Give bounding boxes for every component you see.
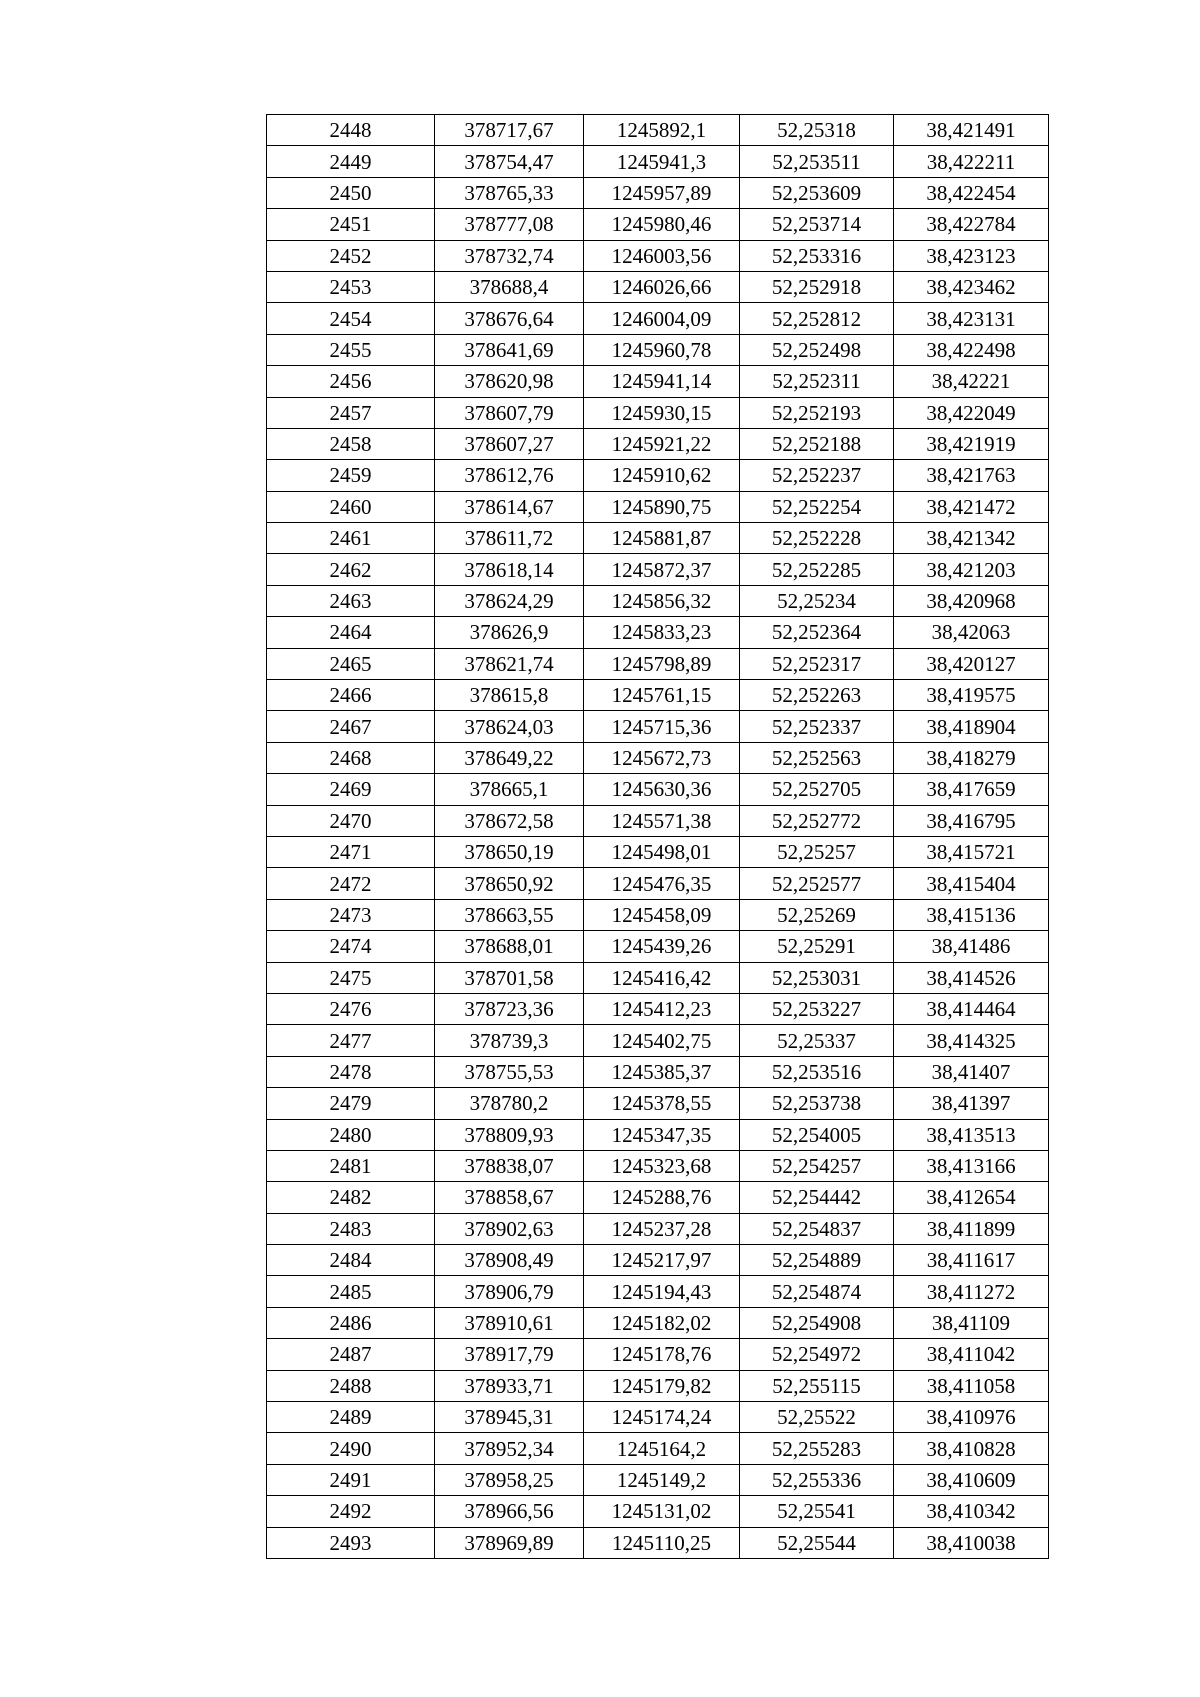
- point-number-cell: 2477: [267, 1025, 435, 1056]
- longitude-cell: 38,410609: [894, 1464, 1049, 1495]
- y-coordinate-cell: 1245439,26: [584, 931, 740, 962]
- x-coordinate-cell: 378952,34: [435, 1433, 584, 1464]
- longitude-cell: 38,411899: [894, 1213, 1049, 1244]
- point-number-cell: 2471: [267, 836, 435, 867]
- point-number-cell: 2454: [267, 303, 435, 334]
- x-coordinate-cell: 378717,67: [435, 115, 584, 146]
- x-coordinate-cell: 378688,4: [435, 271, 584, 302]
- point-number-cell: 2467: [267, 711, 435, 742]
- table-row: [267, 585, 1049, 616]
- x-coordinate-cell: 378641,69: [435, 334, 584, 365]
- latitude-cell: 52,253609: [740, 177, 894, 208]
- latitude-cell: 52,254874: [740, 1276, 894, 1307]
- y-coordinate-cell: 1245110,25: [584, 1527, 740, 1558]
- table-row: [267, 1119, 1049, 1150]
- table-row: [267, 334, 1049, 365]
- latitude-cell: 52,253316: [740, 240, 894, 271]
- y-coordinate-cell: 1245890,75: [584, 491, 740, 522]
- point-number-cell: 2448: [267, 115, 435, 146]
- point-number-cell: 2486: [267, 1307, 435, 1338]
- y-coordinate-cell: 1245798,89: [584, 648, 740, 679]
- x-coordinate-cell: 378611,72: [435, 523, 584, 554]
- latitude-cell: 52,252254: [740, 491, 894, 522]
- longitude-cell: 38,421491: [894, 115, 1049, 146]
- longitude-cell: 38,414526: [894, 962, 1049, 993]
- y-coordinate-cell: 1245179,82: [584, 1370, 740, 1401]
- longitude-cell: 38,415136: [894, 899, 1049, 930]
- x-coordinate-cell: 378620,98: [435, 366, 584, 397]
- table-row: [267, 460, 1049, 491]
- longitude-cell: 38,410342: [894, 1496, 1049, 1527]
- x-coordinate-cell: 378917,79: [435, 1339, 584, 1370]
- point-number-cell: 2458: [267, 428, 435, 459]
- point-number-cell: 2460: [267, 491, 435, 522]
- table-row: [267, 366, 1049, 397]
- y-coordinate-cell: 1245402,75: [584, 1025, 740, 1056]
- longitude-cell: 38,422211: [894, 146, 1049, 177]
- y-coordinate-cell: 1245892,1: [584, 115, 740, 146]
- y-coordinate-cell: 1245194,43: [584, 1276, 740, 1307]
- table-row: [267, 1307, 1049, 1338]
- table-row: [267, 1496, 1049, 1527]
- y-coordinate-cell: 1245182,02: [584, 1307, 740, 1338]
- point-number-cell: 2473: [267, 899, 435, 930]
- table-row: [267, 397, 1049, 428]
- table-row: [267, 805, 1049, 836]
- x-coordinate-cell: 378615,8: [435, 680, 584, 711]
- y-coordinate-cell: 1245164,2: [584, 1433, 740, 1464]
- longitude-cell: 38,413166: [894, 1150, 1049, 1181]
- y-coordinate-cell: 1246004,09: [584, 303, 740, 334]
- table-row: [267, 240, 1049, 271]
- x-coordinate-cell: 378649,22: [435, 742, 584, 773]
- latitude-cell: 52,254442: [740, 1182, 894, 1213]
- latitude-cell: 52,252285: [740, 554, 894, 585]
- longitude-cell: 38,423131: [894, 303, 1049, 334]
- latitude-cell: 52,254837: [740, 1213, 894, 1244]
- point-number-cell: 2457: [267, 397, 435, 428]
- point-number-cell: 2455: [267, 334, 435, 365]
- table-row: [267, 303, 1049, 334]
- latitude-cell: 52,255336: [740, 1464, 894, 1495]
- y-coordinate-cell: 1246003,56: [584, 240, 740, 271]
- longitude-cell: 38,414464: [894, 993, 1049, 1024]
- longitude-cell: 38,414325: [894, 1025, 1049, 1056]
- latitude-cell: 52,255283: [740, 1433, 894, 1464]
- table-row: [267, 209, 1049, 240]
- x-coordinate-cell: 378958,25: [435, 1464, 584, 1495]
- point-number-cell: 2472: [267, 868, 435, 899]
- x-coordinate-cell: 378906,79: [435, 1276, 584, 1307]
- y-coordinate-cell: 1245476,35: [584, 868, 740, 899]
- x-coordinate-cell: 378650,92: [435, 868, 584, 899]
- table-row: [267, 836, 1049, 867]
- x-coordinate-cell: 378650,19: [435, 836, 584, 867]
- latitude-cell: 52,252705: [740, 774, 894, 805]
- y-coordinate-cell: 1245412,23: [584, 993, 740, 1024]
- longitude-cell: 38,415404: [894, 868, 1049, 899]
- point-number-cell: 2488: [267, 1370, 435, 1401]
- x-coordinate-cell: 378614,67: [435, 491, 584, 522]
- longitude-cell: 38,410828: [894, 1433, 1049, 1464]
- x-coordinate-cell: 378732,74: [435, 240, 584, 271]
- longitude-cell: 38,419575: [894, 680, 1049, 711]
- x-coordinate-cell: 378754,47: [435, 146, 584, 177]
- table-row: [267, 1464, 1049, 1495]
- x-coordinate-cell: 378755,53: [435, 1056, 584, 1087]
- point-number-cell: 2478: [267, 1056, 435, 1087]
- y-coordinate-cell: 1245630,36: [584, 774, 740, 805]
- point-number-cell: 2482: [267, 1182, 435, 1213]
- y-coordinate-cell: 1245941,14: [584, 366, 740, 397]
- table-row: [267, 774, 1049, 805]
- y-coordinate-cell: 1245571,38: [584, 805, 740, 836]
- table-row: [267, 1056, 1049, 1087]
- point-number-cell: 2474: [267, 931, 435, 962]
- y-coordinate-cell: 1245980,46: [584, 209, 740, 240]
- y-coordinate-cell: 1245217,97: [584, 1245, 740, 1276]
- point-number-cell: 2463: [267, 585, 435, 616]
- table-row: [267, 115, 1049, 146]
- y-coordinate-cell: 1245385,37: [584, 1056, 740, 1087]
- x-coordinate-cell: 378688,01: [435, 931, 584, 962]
- longitude-cell: 38,420968: [894, 585, 1049, 616]
- point-number-cell: 2461: [267, 523, 435, 554]
- longitude-cell: 38,416795: [894, 805, 1049, 836]
- x-coordinate-cell: 378910,61: [435, 1307, 584, 1338]
- latitude-cell: 52,25291: [740, 931, 894, 962]
- longitude-cell: 38,418904: [894, 711, 1049, 742]
- y-coordinate-cell: 1245881,87: [584, 523, 740, 554]
- x-coordinate-cell: 378966,56: [435, 1496, 584, 1527]
- longitude-cell: 38,41407: [894, 1056, 1049, 1087]
- longitude-cell: 38,411042: [894, 1339, 1049, 1370]
- longitude-cell: 38,417659: [894, 774, 1049, 805]
- x-coordinate-cell: 378626,9: [435, 617, 584, 648]
- longitude-cell: 38,421203: [894, 554, 1049, 585]
- table-row: [267, 271, 1049, 302]
- x-coordinate-cell: 378777,08: [435, 209, 584, 240]
- latitude-cell: 52,252337: [740, 711, 894, 742]
- longitude-cell: 38,410976: [894, 1402, 1049, 1433]
- point-number-cell: 2485: [267, 1276, 435, 1307]
- point-number-cell: 2484: [267, 1245, 435, 1276]
- latitude-cell: 52,253714: [740, 209, 894, 240]
- table-row: [267, 1402, 1049, 1433]
- point-number-cell: 2492: [267, 1496, 435, 1527]
- x-coordinate-cell: 378908,49: [435, 1245, 584, 1276]
- y-coordinate-cell: 1245498,01: [584, 836, 740, 867]
- latitude-cell: 52,253516: [740, 1056, 894, 1087]
- latitude-cell: 52,25522: [740, 1402, 894, 1433]
- longitude-cell: 38,411058: [894, 1370, 1049, 1401]
- x-coordinate-cell: 378858,67: [435, 1182, 584, 1213]
- x-coordinate-cell: 378969,89: [435, 1527, 584, 1558]
- y-coordinate-cell: 1245910,62: [584, 460, 740, 491]
- latitude-cell: 52,252263: [740, 680, 894, 711]
- latitude-cell: 52,252228: [740, 523, 894, 554]
- longitude-cell: 38,411272: [894, 1276, 1049, 1307]
- latitude-cell: 52,253738: [740, 1088, 894, 1119]
- latitude-cell: 52,25541: [740, 1496, 894, 1527]
- latitude-cell: 52,252577: [740, 868, 894, 899]
- point-number-cell: 2465: [267, 648, 435, 679]
- latitude-cell: 52,253511: [740, 146, 894, 177]
- latitude-cell: 52,25257: [740, 836, 894, 867]
- point-number-cell: 2470: [267, 805, 435, 836]
- x-coordinate-cell: 378945,31: [435, 1402, 584, 1433]
- table-row: [267, 491, 1049, 522]
- point-number-cell: 2490: [267, 1433, 435, 1464]
- latitude-cell: 52,254005: [740, 1119, 894, 1150]
- longitude-cell: 38,41397: [894, 1088, 1049, 1119]
- point-number-cell: 2493: [267, 1527, 435, 1558]
- point-number-cell: 2476: [267, 993, 435, 1024]
- latitude-cell: 52,252317: [740, 648, 894, 679]
- y-coordinate-cell: 1245174,24: [584, 1402, 740, 1433]
- point-number-cell: 2456: [267, 366, 435, 397]
- table-row: [267, 899, 1049, 930]
- x-coordinate-cell: 378665,1: [435, 774, 584, 805]
- point-number-cell: 2491: [267, 1464, 435, 1495]
- table-row: [267, 523, 1049, 554]
- table-row: [267, 868, 1049, 899]
- x-coordinate-cell: 378723,36: [435, 993, 584, 1024]
- y-coordinate-cell: 1245761,15: [584, 680, 740, 711]
- y-coordinate-cell: 1245458,09: [584, 899, 740, 930]
- y-coordinate-cell: 1245347,35: [584, 1119, 740, 1150]
- longitude-cell: 38,422454: [894, 177, 1049, 208]
- y-coordinate-cell: 1245131,02: [584, 1496, 740, 1527]
- longitude-cell: 38,422498: [894, 334, 1049, 365]
- latitude-cell: 52,252918: [740, 271, 894, 302]
- longitude-cell: 38,423123: [894, 240, 1049, 271]
- longitude-cell: 38,411617: [894, 1245, 1049, 1276]
- table-row: [267, 1245, 1049, 1276]
- point-number-cell: 2462: [267, 554, 435, 585]
- latitude-cell: 52,252772: [740, 805, 894, 836]
- x-coordinate-cell: 378933,71: [435, 1370, 584, 1401]
- y-coordinate-cell: 1245960,78: [584, 334, 740, 365]
- point-number-cell: 2489: [267, 1402, 435, 1433]
- point-number-cell: 2483: [267, 1213, 435, 1244]
- table-row: [267, 711, 1049, 742]
- x-coordinate-cell: 378780,2: [435, 1088, 584, 1119]
- x-coordinate-cell: 378672,58: [435, 805, 584, 836]
- y-coordinate-cell: 1245921,22: [584, 428, 740, 459]
- y-coordinate-cell: 1245856,32: [584, 585, 740, 616]
- latitude-cell: 52,252311: [740, 366, 894, 397]
- latitude-cell: 52,254257: [740, 1150, 894, 1181]
- longitude-cell: 38,423462: [894, 271, 1049, 302]
- table-row: [267, 680, 1049, 711]
- longitude-cell: 38,422784: [894, 209, 1049, 240]
- point-number-cell: 2464: [267, 617, 435, 648]
- longitude-cell: 38,415721: [894, 836, 1049, 867]
- x-coordinate-cell: 378618,14: [435, 554, 584, 585]
- longitude-cell: 38,421472: [894, 491, 1049, 522]
- latitude-cell: 52,252498: [740, 334, 894, 365]
- x-coordinate-cell: 378739,3: [435, 1025, 584, 1056]
- longitude-cell: 38,412654: [894, 1182, 1049, 1213]
- y-coordinate-cell: 1245237,28: [584, 1213, 740, 1244]
- point-number-cell: 2480: [267, 1119, 435, 1150]
- latitude-cell: 52,25269: [740, 899, 894, 930]
- table-row: [267, 1150, 1049, 1181]
- longitude-cell: 38,421763: [894, 460, 1049, 491]
- y-coordinate-cell: 1245178,76: [584, 1339, 740, 1370]
- table-row: [267, 1433, 1049, 1464]
- x-coordinate-cell: 378663,55: [435, 899, 584, 930]
- table-row: [267, 1370, 1049, 1401]
- table-row: [267, 742, 1049, 773]
- latitude-cell: 52,253031: [740, 962, 894, 993]
- table-row: [267, 554, 1049, 585]
- y-coordinate-cell: 1245941,3: [584, 146, 740, 177]
- x-coordinate-cell: 378624,03: [435, 711, 584, 742]
- x-coordinate-cell: 378701,58: [435, 962, 584, 993]
- y-coordinate-cell: 1245416,42: [584, 962, 740, 993]
- table-row: [267, 993, 1049, 1024]
- latitude-cell: 52,252364: [740, 617, 894, 648]
- y-coordinate-cell: 1245715,36: [584, 711, 740, 742]
- y-coordinate-cell: 1245149,2: [584, 1464, 740, 1495]
- latitude-cell: 52,252188: [740, 428, 894, 459]
- point-number-cell: 2481: [267, 1150, 435, 1181]
- point-number-cell: 2453: [267, 271, 435, 302]
- latitude-cell: 52,252563: [740, 742, 894, 773]
- longitude-cell: 38,42221: [894, 366, 1049, 397]
- point-number-cell: 2451: [267, 209, 435, 240]
- table-row: [267, 177, 1049, 208]
- table-row: [267, 428, 1049, 459]
- latitude-cell: 52,254972: [740, 1339, 894, 1370]
- latitude-cell: 52,252812: [740, 303, 894, 334]
- table-row: [267, 1088, 1049, 1119]
- latitude-cell: 52,254908: [740, 1307, 894, 1338]
- latitude-cell: 52,254889: [740, 1245, 894, 1276]
- y-coordinate-cell: 1245930,15: [584, 397, 740, 428]
- x-coordinate-cell: 378607,79: [435, 397, 584, 428]
- latitude-cell: 52,25234: [740, 585, 894, 616]
- point-number-cell: 2469: [267, 774, 435, 805]
- y-coordinate-cell: 1245672,73: [584, 742, 740, 773]
- table-row: [267, 1276, 1049, 1307]
- longitude-cell: 38,421919: [894, 428, 1049, 459]
- table-row: [267, 931, 1049, 962]
- latitude-cell: 52,252237: [740, 460, 894, 491]
- latitude-cell: 52,252193: [740, 397, 894, 428]
- x-coordinate-cell: 378809,93: [435, 1119, 584, 1150]
- point-number-cell: 2468: [267, 742, 435, 773]
- y-coordinate-cell: 1245323,68: [584, 1150, 740, 1181]
- x-coordinate-cell: 378902,63: [435, 1213, 584, 1244]
- point-number-cell: 2459: [267, 460, 435, 491]
- latitude-cell: 52,255115: [740, 1370, 894, 1401]
- point-number-cell: 2452: [267, 240, 435, 271]
- table-row: [267, 1527, 1049, 1558]
- longitude-cell: 38,413513: [894, 1119, 1049, 1150]
- table-row: [267, 1025, 1049, 1056]
- x-coordinate-cell: 378838,07: [435, 1150, 584, 1181]
- x-coordinate-cell: 378607,27: [435, 428, 584, 459]
- longitude-cell: 38,420127: [894, 648, 1049, 679]
- x-coordinate-cell: 378676,64: [435, 303, 584, 334]
- y-coordinate-cell: 1245378,55: [584, 1088, 740, 1119]
- table-row: [267, 146, 1049, 177]
- point-number-cell: 2466: [267, 680, 435, 711]
- point-number-cell: 2479: [267, 1088, 435, 1119]
- latitude-cell: 52,253227: [740, 993, 894, 1024]
- coordinates-table-body: [267, 115, 1049, 1559]
- longitude-cell: 38,410038: [894, 1527, 1049, 1558]
- y-coordinate-cell: 1245288,76: [584, 1182, 740, 1213]
- y-coordinate-cell: 1246026,66: [584, 271, 740, 302]
- point-number-cell: 2450: [267, 177, 435, 208]
- latitude-cell: 52,25544: [740, 1527, 894, 1558]
- point-number-cell: 2449: [267, 146, 435, 177]
- x-coordinate-cell: 378621,74: [435, 648, 584, 679]
- longitude-cell: 38,41486: [894, 931, 1049, 962]
- table-row: [267, 962, 1049, 993]
- y-coordinate-cell: 1245833,23: [584, 617, 740, 648]
- longitude-cell: 38,422049: [894, 397, 1049, 428]
- table-row: [267, 1213, 1049, 1244]
- longitude-cell: 38,41109: [894, 1307, 1049, 1338]
- x-coordinate-cell: 378624,29: [435, 585, 584, 616]
- y-coordinate-cell: 1245957,89: [584, 177, 740, 208]
- table-row: [267, 1182, 1049, 1213]
- longitude-cell: 38,42063: [894, 617, 1049, 648]
- coordinates-table: [266, 114, 1049, 1559]
- x-coordinate-cell: 378765,33: [435, 177, 584, 208]
- latitude-cell: 52,25318: [740, 115, 894, 146]
- table-row: [267, 648, 1049, 679]
- longitude-cell: 38,418279: [894, 742, 1049, 773]
- point-number-cell: 2475: [267, 962, 435, 993]
- table-row: [267, 1339, 1049, 1370]
- latitude-cell: 52,25337: [740, 1025, 894, 1056]
- x-coordinate-cell: 378612,76: [435, 460, 584, 491]
- y-coordinate-cell: 1245872,37: [584, 554, 740, 585]
- longitude-cell: 38,421342: [894, 523, 1049, 554]
- point-number-cell: 2487: [267, 1339, 435, 1370]
- table-row: [267, 617, 1049, 648]
